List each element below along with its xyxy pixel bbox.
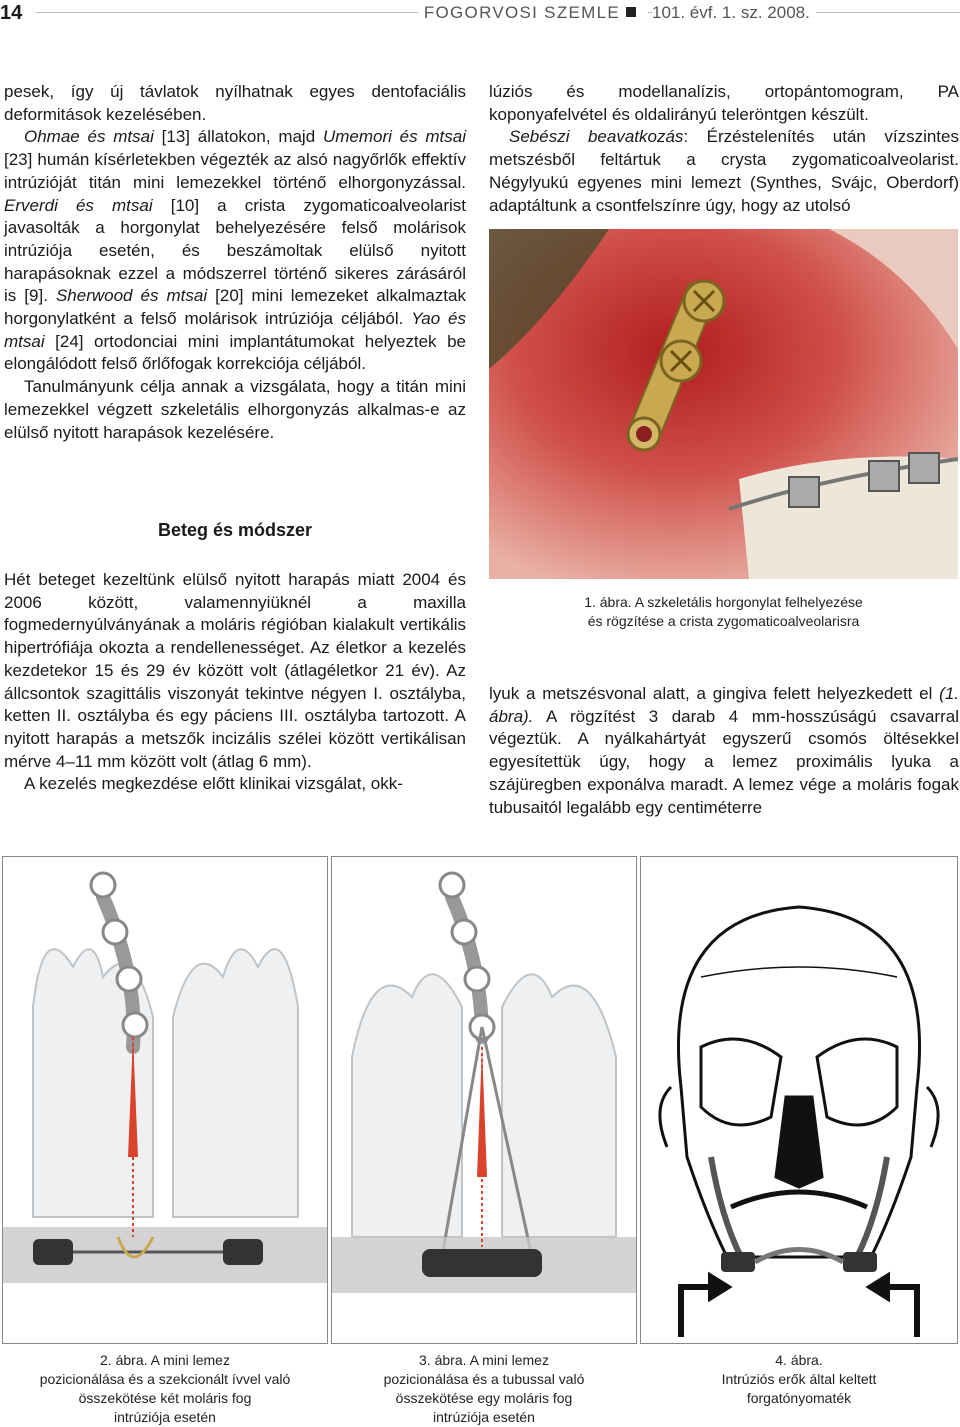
right-column-top: [489, 81, 959, 217]
figure-2-caption: 2. ábra. A mini lemez pozicionálása és a szekcionált ívvel való összekötése két moláris fog intrúziója esetén: [39, 1352, 291, 1425]
square-bullet-icon: [626, 7, 636, 17]
paragraph: Hét beteget kezeltünk elülső nyitott harapás miatt 2004 és 2006 között, valamennyiüknél a maxilla fogmedernyúlványának a moláris régióban kialakult vertikális hipertrófiája okozta a rendellenességet. Az életkor a kezelés kezdetekor 15 és 29 év között volt (átlagéletkor 21 év). Az állcsontok szagittális viszonyát tekintve négyen I. osztályba, ketten II. osztályba és egy páciens III. osztályba tartozott. A nyitott harapás a metszők incizális szélei között vertikálisan mérve 4–11 mm között volt (átlag 6 mm).: [4, 570, 466, 771]
figure-3: [331, 856, 637, 1344]
figure-4-caption: 4. ábra. Intrúziós erők által keltett forgatónyomaték: [721, 1352, 877, 1406]
molar-diagram-one-tooth-image: [332, 857, 636, 1343]
paragraph: lyuk a metszésvonal alatt, a gingiva felett helyezkedett el (1. ábra). A rögzítést 3 darab 4 mm-hosszúságú csavarral végeztük. A nyálkahártyát egyszerű csomós öltésekkel egyesítettük úgy, hogy a lemez proximális lyuka a szájüregben exponálva maradt. A lemez vége a moláris fogak tubusaitól legalább egy centiméterre: [489, 684, 959, 817]
intraoral-photo-image: [489, 229, 958, 579]
figure-3-caption: 3. ábra. A mini lemez pozicionálása és a tubussal való összekötése egy moláris fog intrúziója esetén: [383, 1352, 585, 1425]
paragraph: Ohmae és mtsai [13] állatokon, majd Umemori és mtsai [23] humán kísérletekben végezték az alsó nagyőrlők effektív intrúzióját titán mini lemezekkel történő elhorgonyzással. Erverdi és mtsai [10] a crista zygomaticoalveolarist javasolták a horgonylat behelyezésére felső molárisok intrúziója esetén, és beszámoltak elülső nyitott harapásoknak ezzel a módszerrel történő sikeres zárásáról is [9]. Sherwood és mtsai [20] mini lemezeket alkalmaztak horgonylatként a felső molárisok intrúziója céljából. Yao és mtsai [24] ortodonciai mini implantátumokat helyeztek be elongálódott felső őrlőfogak korrekciója céljából.: [4, 127, 467, 374]
page-number: 14: [0, 2, 23, 24]
right-column-bottom: [489, 683, 959, 819]
left-column-top: [4, 81, 466, 444]
left-column-bottom: [4, 569, 466, 796]
page-header: [0, 0, 960, 30]
paragraph: Sebészi beavatkozás: Érzéstelenítés után vízszintes metszésből feltártuk a crysta zygomaticoalveolarist. Négylyukú egyenes mini lemezt (Synthes, Svájc, Oberdorf) adaptáltunk a csontfelszínre úgy, hogy az utolsó: [489, 127, 959, 215]
paragraph: A kezelés megkezdése előtt klinikai vizsgálat, okk-: [24, 774, 403, 794]
molar-diagram-two-teeth-image: [3, 857, 327, 1343]
journal-name: FOGORVOSI SZEMLE: [418, 3, 648, 23]
figure-1-photo: [489, 229, 958, 579]
figure-4: [640, 856, 958, 1344]
figure-1-caption: 1. ábra. A szkeletális horgonylat felhelyezése és rögzítése a crista zygomaticoalveolarisra: [584, 594, 863, 629]
section-title: Beteg és módszer: [157, 520, 313, 540]
paragraph: pesek, így új távlatok nyílhatnak egyes dentofaciális deformitások kezelésében.: [4, 82, 466, 124]
paragraph: lúziós és modellanalízis, ortopántomogram, PA koponyafelvétel és oldalirányú teleröntgen készült.: [489, 82, 959, 124]
issue-info: 101. évf. 1. sz. 2008.: [652, 3, 816, 23]
figure-2: [2, 856, 328, 1344]
paragraph: Tanulmányunk célja annak a vizsgálata, hogy a titán mini lemezekkel végzett szkeletális elhorgonyzás alkalmas-e az elülső nyitott harapások kezelésére.: [4, 377, 466, 442]
skull-diagram-image: [641, 857, 957, 1343]
